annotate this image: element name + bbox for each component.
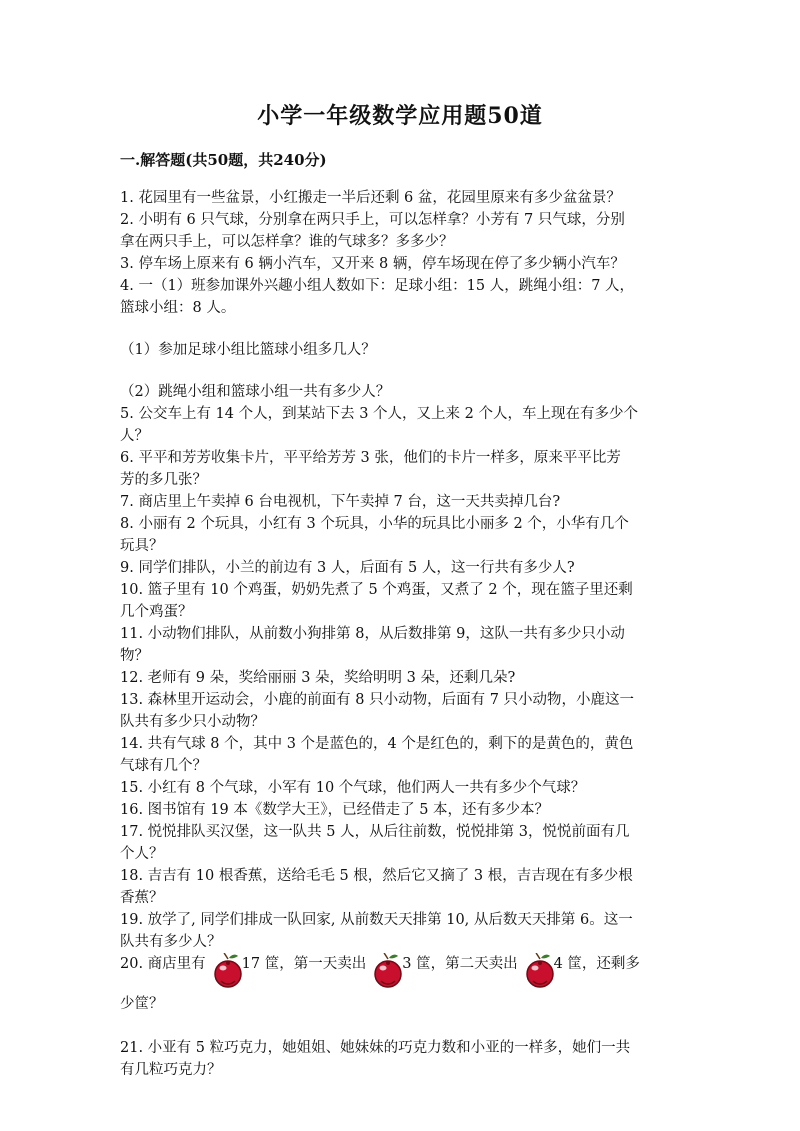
question-20-part-2: 17 筐，第一天卖出	[241, 956, 367, 972]
question-2-line-1: 2. 小明有 6 只气球，分别拿在两只手上，可以怎样拿？小芳有 7 只气球，分别	[120, 212, 625, 228]
question-14-line-1: 14. 共有气球 8 个，其中 3 个是蓝色的，4 个是红色的，剩下的是黄色的，黄色	[120, 736, 634, 752]
question-11-line-2: 物？	[120, 648, 149, 664]
question-17-line-2: 个人？	[120, 846, 164, 862]
question-14-line-2: 气球有几个？	[120, 758, 207, 774]
question-4-sub-1: （1）参加足球小组比篮球小组多几人？	[120, 342, 376, 358]
question-2-line-2: 拿在两只手上，可以怎样拿？谁的气球多？多多少？	[120, 234, 454, 250]
question-5-line-1: 5. 公交车上有 14 个人，到某站下去 3 个人，又上来 2 个人，车上现在有多少个	[120, 406, 638, 422]
question-10-line-2: 几个鸡蛋？	[120, 604, 193, 620]
question-4-sub-2: （2）跳绳小组和篮球小组一共有多少人？	[120, 384, 391, 400]
question-20-part-4: 4 筐，还剩多	[553, 956, 640, 972]
question-7: 7. 商店里上午卖掉 6 台电视机，下午卖掉 7 台，这一天共卖掉几台?	[120, 494, 561, 510]
question-4-line-1: 4. 一（1）班参加课外兴趣小组人数如下：足球小组：15 人，跳绳小组：7 人，	[120, 278, 635, 294]
question-10-line-1: 10. 篮子里有 10 个鸡蛋，奶奶先煮了 5 个鸡蛋，又煮了 2 个，现在篮子里还剩	[120, 582, 633, 598]
red-apple-icon	[212, 953, 244, 989]
question-13-line-1: 13. 森林里开运动会，小鹿的前面有 8 只小动物，后面有 7 只小动物，小鹿这一	[120, 692, 635, 708]
page-title: 小学一年级数学应用题50道	[257, 103, 543, 129]
red-apple-icon	[372, 953, 404, 989]
question-5-line-2: 人？	[120, 428, 149, 444]
red-apple-icon	[524, 953, 556, 989]
question-19-line-1: 19. 放学了, 同学们排成一队回家, 从前数天天排第 10, 从后数天天排第 6。这一	[120, 912, 633, 928]
question-list	[120, 187, 686, 1081]
section-heading: 一.解答题(共50题，共240分)	[120, 151, 327, 169]
question-19-line-2: 队共有多少人？	[120, 934, 222, 950]
question-3: 3. 停车场上原来有 6 辆小汽车，又开来 8 辆，停车场现在停了多少辆小汽车？	[120, 256, 625, 272]
question-17-line-1: 17. 悦悦排队买汉堡，这一队共 5 人，从后往前数，悦悦排第 3，悦悦前面有几	[120, 824, 630, 840]
question-20-part-1: 20. 商店里有	[120, 956, 206, 972]
question-6-line-2: 芳的多几张？	[120, 472, 207, 488]
question-20-line-2: 少筐？	[120, 996, 164, 1012]
question-9: 9. 同学们排队，小兰的前边有 3 人，后面有 5 人，这一行共有多少人?	[120, 560, 575, 576]
question-8-line-1: 8. 小丽有 2 个玩具，小红有 3 个玩具，小华的玩具比小丽多 2 个，小华有几个	[120, 516, 629, 532]
question-11-line-1: 11. 小动物们排队，从前数小狗排第 8，从后数排第 9，这队一共有多少只小动	[120, 626, 625, 642]
question-21-line-1: 21. 小亚有 5 粒巧克力，她姐姐、她妹妹的巧克力数和小亚的一样多，她们一共	[120, 1040, 631, 1056]
question-12: 12. 老师有 9 朵，奖给丽丽 3 朵，奖给明明 3 朵，还剩几朵?	[120, 670, 516, 686]
question-1: 1. 花园里有一些盆景，小红搬走一半后还剩 6 盆，花园里原来有多少盆盆景？	[120, 190, 621, 206]
question-13-line-2: 队共有多少只小动物？	[120, 714, 265, 730]
question-21-line-2: 有几粒巧克力？	[120, 1062, 222, 1078]
question-20-line-1	[120, 953, 686, 993]
question-16: 16. 图书馆有 19 本《数学大王》，已经借走了 5 本，还有多少本？	[120, 802, 550, 818]
question-18-line-2: 香蕉？	[120, 890, 164, 906]
question-8-line-2: 玩具？	[120, 538, 164, 554]
question-20-part-3: 3 筐，第二天卖出	[402, 956, 518, 972]
question-15: 15. 小红有 8 个气球，小军有 10 个气球，他们两人一共有多少个气球？	[120, 780, 586, 796]
question-18-line-1: 18. 吉吉有 10 根香蕉，送给毛毛 5 根，然后它又摘了 3 根，吉吉现在有多少根	[120, 868, 633, 884]
question-4-line-2: 篮球小组：8 人。	[120, 300, 236, 316]
question-6-line-1: 6. 平平和芳芳收集卡片，平平给芳芳 3 张，他们的卡片一样多，原来平平比芳	[120, 450, 621, 466]
